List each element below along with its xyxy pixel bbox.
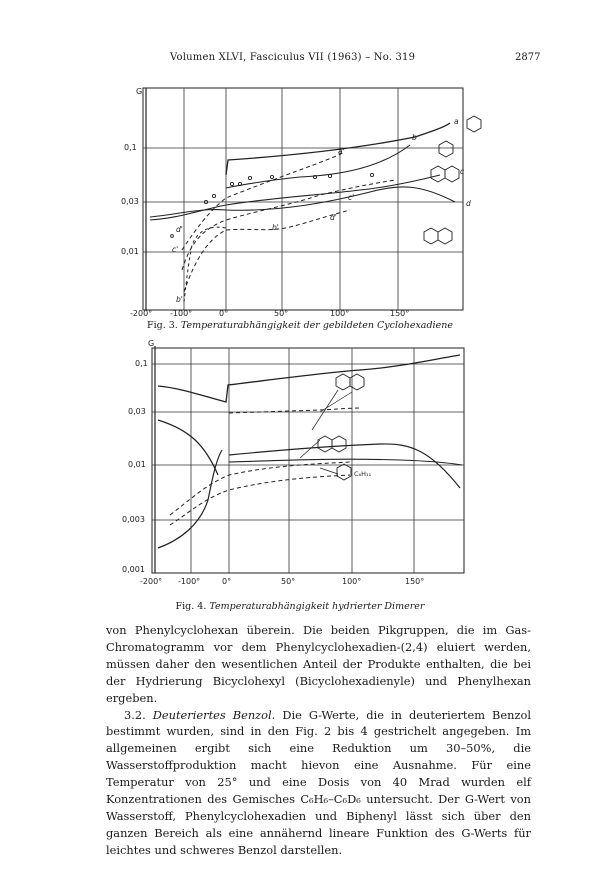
fig4-xtick-0: -200° xyxy=(140,577,163,586)
fig3-label-b-prime-2: b' xyxy=(176,295,183,304)
fig3-xtick-2: 0° xyxy=(219,309,229,318)
fig3-label-d-prime-2: d' xyxy=(176,225,183,234)
fig4-curve-bicyclohexyl xyxy=(229,444,460,488)
figure-4-caption xyxy=(0,601,600,612)
fig3-label-d: d xyxy=(466,199,471,208)
fig3-caption-label: Fig. 3. xyxy=(147,320,178,331)
fig3-structure-icons xyxy=(424,116,481,244)
fig4-ytick-3: 0,003 xyxy=(122,515,145,524)
journal-volume: Volumen XLVI, Fasciculus VII (1963) – No. 319 xyxy=(170,52,416,63)
fig3-xtick-4: 100° xyxy=(330,309,350,318)
body-text xyxy=(106,622,531,859)
fig4-xtick-2: 0° xyxy=(222,577,232,586)
fig4-dashed-2 xyxy=(170,462,350,515)
fig3-xtick-5: 150° xyxy=(390,309,410,318)
fig3-axis-letter: G xyxy=(136,87,143,96)
fig4-ytick-2: 0,01 xyxy=(128,460,146,469)
fig4-axis-letter: G xyxy=(148,340,155,348)
fig3-label-a: a xyxy=(454,117,459,126)
fig4-xtick-1: -100° xyxy=(178,577,201,586)
fig4-curve-phenylhexan xyxy=(229,459,462,465)
page-number: 2877 xyxy=(515,52,541,63)
fig3-label-c-prime-2: c' xyxy=(172,245,179,254)
fig3-caption-text: Temperaturabhängigkeit der gebildeten Cyclohexadiene xyxy=(180,320,453,331)
figure-3-chart xyxy=(0,80,600,320)
fig4-ytick-0: 0,1 xyxy=(135,359,148,368)
fig3-ytick-0: 0,1 xyxy=(124,143,137,152)
paragraph-1: von Phenylcyclohexan überein. Die beiden Pikgruppen, die im Gas-Chromatogramm vor dem Phenylcyclohexadien-(2,4) eluiert werden, müssen daher den wesentlichen Anteil der Produkte enthalten, die bei der Hydrierung Bicyclohexyl (Bicyclohexadienyle) und Phenylhexan ergeben. xyxy=(106,623,531,705)
fig3-hexagon-a-icon xyxy=(467,116,481,132)
fig4-xtick-3: 50° xyxy=(281,577,296,586)
section-title: Deuteriertes Benzol. xyxy=(152,707,276,722)
section-number: 3.2. xyxy=(124,707,146,722)
fig3-xtick-0: -200° xyxy=(130,309,153,318)
fig4-structure-icons xyxy=(318,374,364,480)
figure-3-caption xyxy=(0,320,600,331)
fig3-frame xyxy=(143,88,463,310)
fig3-label-c: c xyxy=(460,167,465,176)
fig4-xtick-4: 100° xyxy=(342,577,362,586)
running-header xyxy=(0,52,600,66)
fig3-xtick-1: -100° xyxy=(170,309,193,318)
fig3-label-a-prime: a' xyxy=(338,147,345,156)
fig4-caption-label: Fig. 4. xyxy=(175,601,207,612)
fig4-ytick-1: 0,03 xyxy=(128,407,146,416)
fig3-label-b: b xyxy=(412,133,417,142)
fig4-caption-text: Temperaturabhängigkeit hydrierter Dimerer xyxy=(209,601,425,612)
fig3-curve-a-prime xyxy=(182,152,345,250)
fig3-curve-d-prime xyxy=(184,210,350,292)
fig3-ytick-1: 0,03 xyxy=(121,197,139,206)
fig3-curve-c xyxy=(150,175,440,220)
fig4-xtick-5: 150° xyxy=(405,577,425,586)
figure-4-chart xyxy=(0,340,600,600)
fig3-label-c-prime: c' xyxy=(348,193,355,202)
fig4-substituent-label: C₆H₁₁ xyxy=(354,470,372,478)
paragraph-2 xyxy=(106,707,531,859)
fig4-curve-left-desc xyxy=(158,420,218,475)
fig4-dashed-3 xyxy=(170,475,350,525)
fig3-xtick-3: 50° xyxy=(274,309,289,318)
fig4-ytick-4: 0,001 xyxy=(122,565,145,574)
fig4-curve-biphenyl xyxy=(158,355,460,402)
fig3-ytick-2: 0,01 xyxy=(121,247,139,256)
fig3-label-d-prime: d' xyxy=(330,213,337,222)
fig3-label-b-prime-1: b' xyxy=(272,223,279,232)
section-text: Die G-Werte, die in deuteriertem Benzol bestimmt wurden, sind in den Fig. 2 bis 4 gestrichelt angegeben. Im allgemeinen ergibt sich eine Reduktion um 30–50%, die Wasserstoffproduktion macht hievon eine Ausnahme. Für eine Temperatur von 25° und eine Dosis von 40 Mrad wurden elf Konzentrationen des Gemisches C₆H₆–C₆D₆ untersucht. Der G-Wert von Wasserstoff, Phenylcyclohexadien und Biphenyl lässt sich über den ganzen Bereich als eine annähernd lineare Funktion des G-Werts für leichtes und schweres Benzol darstellen. xyxy=(106,707,531,857)
fig3-hexagon-b-icon xyxy=(439,141,453,157)
